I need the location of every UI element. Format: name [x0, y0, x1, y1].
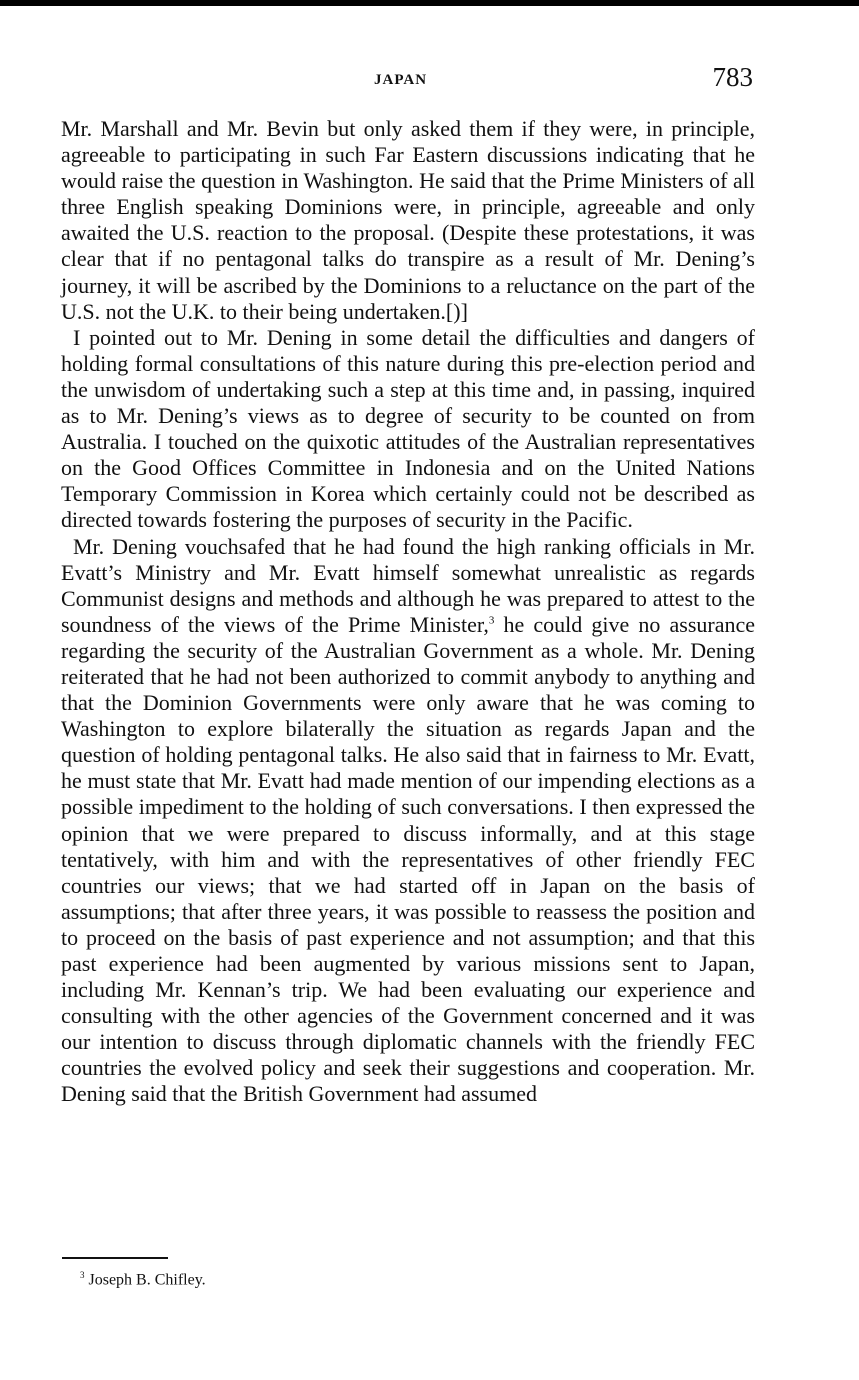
paragraph-3 [61, 534, 755, 1108]
paragraph-3-text-after: he could give no assurance regarding the security of the Australian Government as a whole. Mr. Dening reiterated that he had not been authorized to commit anybody to anything and that the Dominion Governments were only aware that he was coming to Washington to explore bilaterally the situation as regards Japan and the question of holding pentagonal talks. He also said that in fairness to Mr. Evatt, he must state that Mr. Evatt had made mention of our impending elections as a possible impediment to the holding of such conversations. I then expressed the opinion that we were prepared to discuss informally, and at this stage tentatively, with him and with the representatives of other friendly FEC countries our views; that we had started off in Japan on the basis of assumptions; that after three years, it was possible to reassess the position and to proceed on the basis of past experience and not assumption; and that this past experience had been augmented by various missions sent to Japan, including Mr. Kennan’s trip. We had been evaluating our experience and consulting with the other agencies of the Government concerned and it was our intention to discuss through diplomatic channels with the friendly FEC countries the evolved policy and seek their suggestions and cooperation. Mr. Dening said that the British Government had assumed [61, 611, 756, 1107]
body-text [61, 116, 755, 1108]
paragraph-3-text-before: Mr. Dening vouchsafed that he had found the high ranking officials in Mr. Evatt’s Ministry and Mr. Evatt himself somewhat unrealistic as regards Communist designs and methods and although he was prepared to attest to the soundness of the views of the Prime Minister, [61, 533, 755, 637]
footnote-reference: 3 [488, 614, 495, 627]
footnote-divider [62, 1257, 168, 1259]
footnote-text: Joseph B. Chifley. [88, 1271, 206, 1289]
paragraph-2: I pointed out to Mr. Dening in some detail the difficulties and dangers of holding formal consultations of this nature during this pre-election period and the unwisdom of undertaking such a step at this time and, in passing, inquired as to Mr. Dening’s views as to degree of security to be counted on from Australia. I touched on the quixotic attitudes of the Australian representatives on the Good Offices Committee in Indonesia and on the United Nations Temporary Commission in Korea which certainly could not be described as directed towards fostering the purposes of security in the Pacific. [61, 324, 755, 533]
paragraph-1: Mr. Marshall and Mr. Bevin but only asked them if they were, in principle, agreeable to participating in such Far Eastern discussions indicating that he would raise the question in Washington. He said that the Prime Ministers of all three English speaking Dominions were, in principle, agreeable and only awaited the U.S. reaction to the proposal. (Despite these protestations, it was clear that if no pentagonal talks do transpire as a result of Mr. Dening’s journey, it will be ascribed by the Dominions to a reluctance on the part of the U.S. not the U.K. to their being undertaken.[)] [61, 116, 755, 324]
running-head: JAPAN [374, 72, 428, 88]
footnote [80, 1270, 206, 1289]
page-number: 783 [712, 62, 753, 92]
top-border-rule [0, 0, 859, 6]
footnote-mark: 3 [80, 1270, 85, 1280]
